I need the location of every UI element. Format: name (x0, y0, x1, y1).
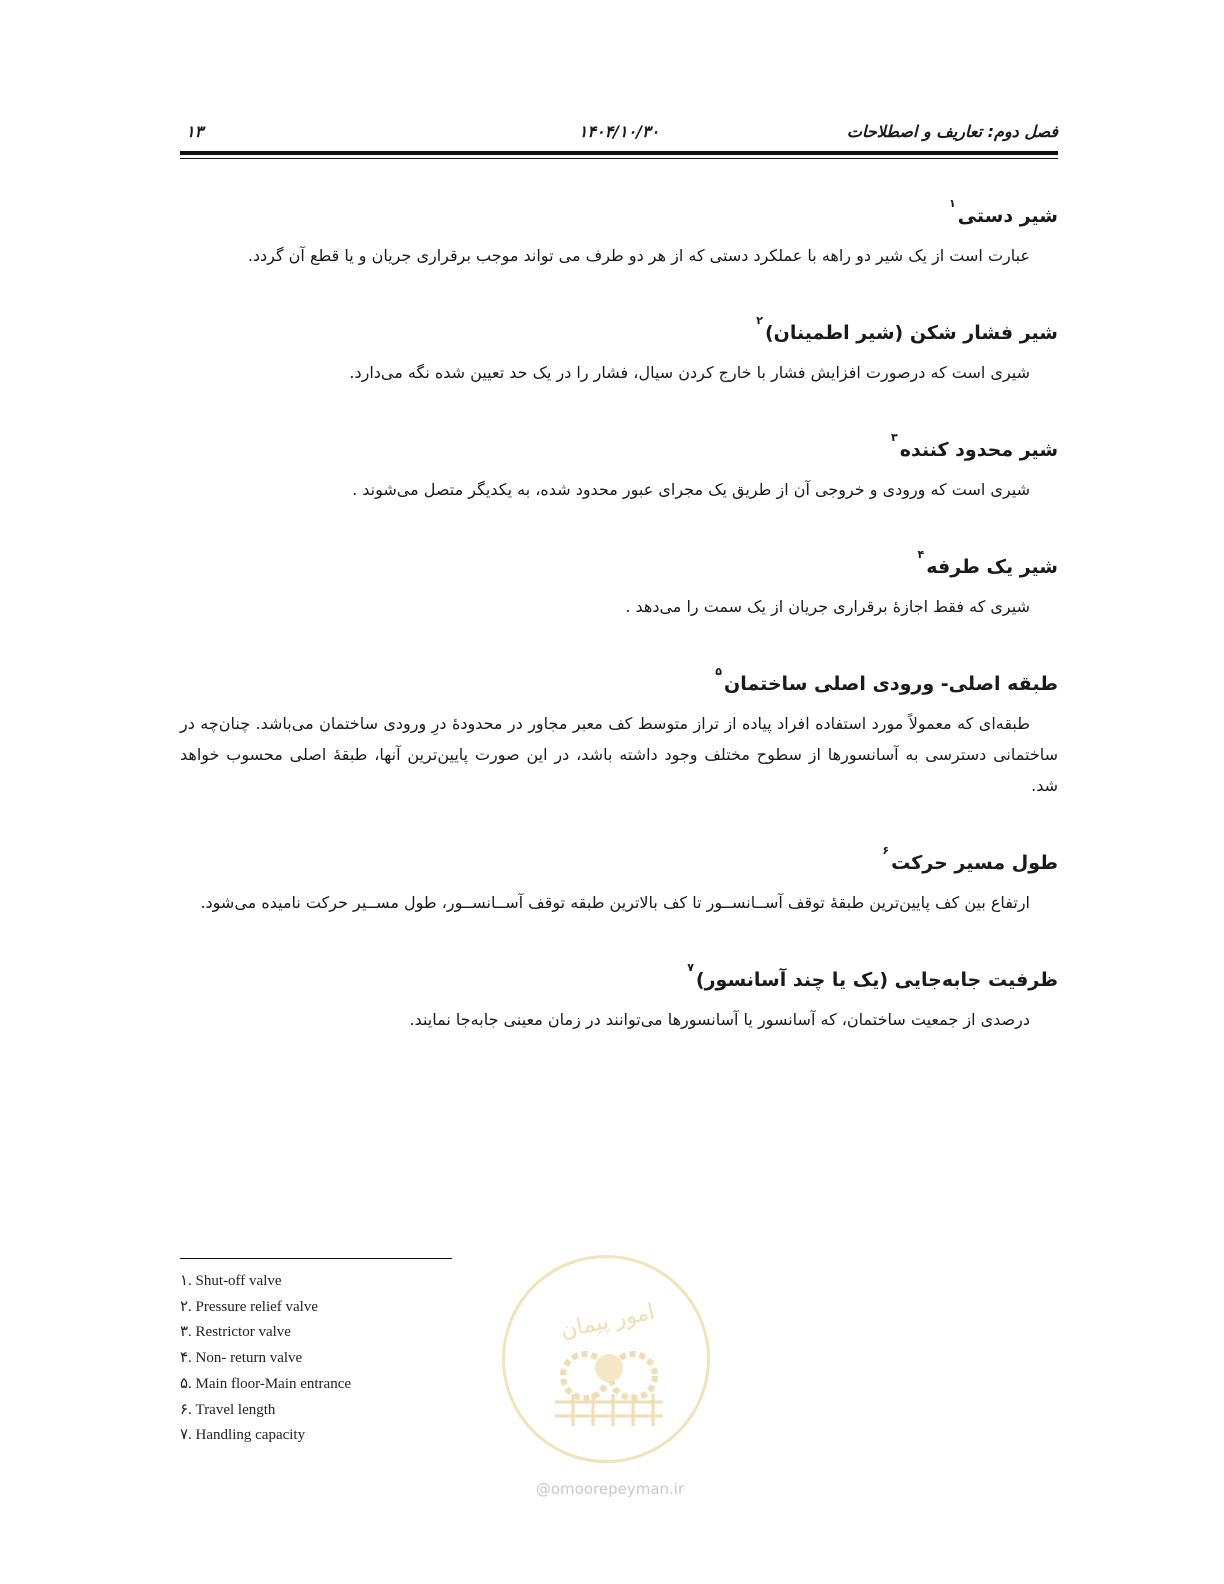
page-number: ۱۳ (186, 122, 204, 141)
header-rule-thick (180, 151, 1058, 155)
entry-definition: درصدی از جمعیت ساختمان، که آسانسور یا آسانسورها می‌توانند در زمان معینی جابه‌جا نمایند. (409, 1010, 1030, 1029)
entry-handling-capacity (180, 956, 1058, 1035)
footnotes (180, 1258, 480, 1449)
entry-travel-length (180, 839, 1058, 918)
footnote-ref[interactable]: ۳ (891, 431, 898, 444)
watermark-logo-icon (535, 1298, 683, 1428)
entry-definition: عبارت است از یک شیر دو راهه با عملکرد دستی که از هر دو طرف می تواند موجب برقراری جریان و یا قطع آن گردد. (247, 246, 1030, 265)
entry-title: شیر محدود کننده$^۳$ (891, 431, 1058, 461)
footnote-item: ۴. Non- return valve (180, 1350, 303, 1367)
footnote-ref[interactable]: ۶ (882, 844, 890, 857)
definitions-body (180, 192, 1058, 1073)
footnote-item: ۷. Handling capacity (180, 1427, 306, 1444)
entry-title: طول مسیر حرکت$^۶$ (882, 844, 1058, 874)
entry-title: شیر دستی$^۱$ (948, 197, 1058, 227)
watermark-logo-text: امور پیمان (558, 1299, 657, 1344)
page-header (180, 118, 1058, 146)
entry-title: شیر فشار شکن (شیر اطمینان)$^۲$ (756, 314, 1058, 344)
watermark-site: @omoorepeyman.ir (535, 1480, 685, 1498)
entry-definition: شیری است که درصورت افزایش فشار با خارج کردن سیال، فشار را در یک حد تعیین شده نگه می‌دارد. (349, 363, 1030, 382)
watermark-seal (502, 1255, 710, 1463)
entry-non-return-valve (180, 543, 1058, 622)
entry-definition: ارتفاع بین کف پایین‌ترین طبقهٔ توقف آســانســور تا کف بالاترین طبقه توقف آســانســور، طول مســیر حرکت نامیده می‌شود. (200, 893, 1030, 912)
footnote-divider (180, 1258, 452, 1259)
entry-restrictor-valve (180, 426, 1058, 505)
footnote-ref[interactable]: ۴ (917, 548, 925, 561)
entry-title: شیر یک طرفه$^۴$ (917, 548, 1058, 578)
footnote-item: ۳. Restrictor valve (180, 1324, 291, 1341)
entry-main-floor (180, 660, 1058, 801)
entry-definition: شیری که فقط اجازهٔ برقراری جریان از یک سمت را می‌دهد . (625, 597, 1030, 616)
chapter-title: فصل دوم: تعاریف و اصطلاحات (846, 122, 1058, 141)
entry-definition: طبقه‌ای که معمولاً مورد استفاده افراد پیاده از تراز متوسط کف معبر مجاور در محدودهٔ درِ ورودی ساختمان می‌باشد. چنان‌چه در ساختمانی دسترسی به آسانسورها از سطوح مختلف وجود داشته باشد، در این صورت پایین‌ترین آنها، طبقهٔ اصلی محسوب خواهد شد. (180, 714, 1058, 795)
footnote-item: ۱. Shut-off valve (180, 1273, 282, 1289)
footnote-item: ۲. Pressure relief valve (180, 1298, 319, 1315)
footnote-item: ۵. Main floor-Main entrance (180, 1375, 352, 1392)
footnote-item: ۶. Travel length (180, 1401, 276, 1418)
entry-pressure-relief-valve (180, 309, 1058, 388)
header-rule-thin (180, 158, 1058, 159)
footnote-ref[interactable]: ۷ (687, 961, 694, 974)
footnote-ref[interactable]: ۲ (756, 314, 763, 327)
footnote-ref[interactable]: ۱ (948, 197, 956, 210)
entry-definition: شیری است که ورودی و خروجی آن از طریق یک مجرای عبور محدود شده، به یکدیگر متصل می‌شوند . (352, 480, 1030, 499)
entry-title: طبقه اصلی- ورودی اصلی ساختمان$^۵$ (715, 665, 1058, 695)
header-date: ۱۴۰۴/۱۰/۳۰ (578, 122, 660, 141)
entry-title: ظرفیت جابه‌جایی (یک یا چند آسانسور)$^۷$ (687, 961, 1058, 991)
footnote-ref[interactable]: ۵ (715, 665, 723, 678)
entry-shut-off-valve (180, 192, 1058, 271)
